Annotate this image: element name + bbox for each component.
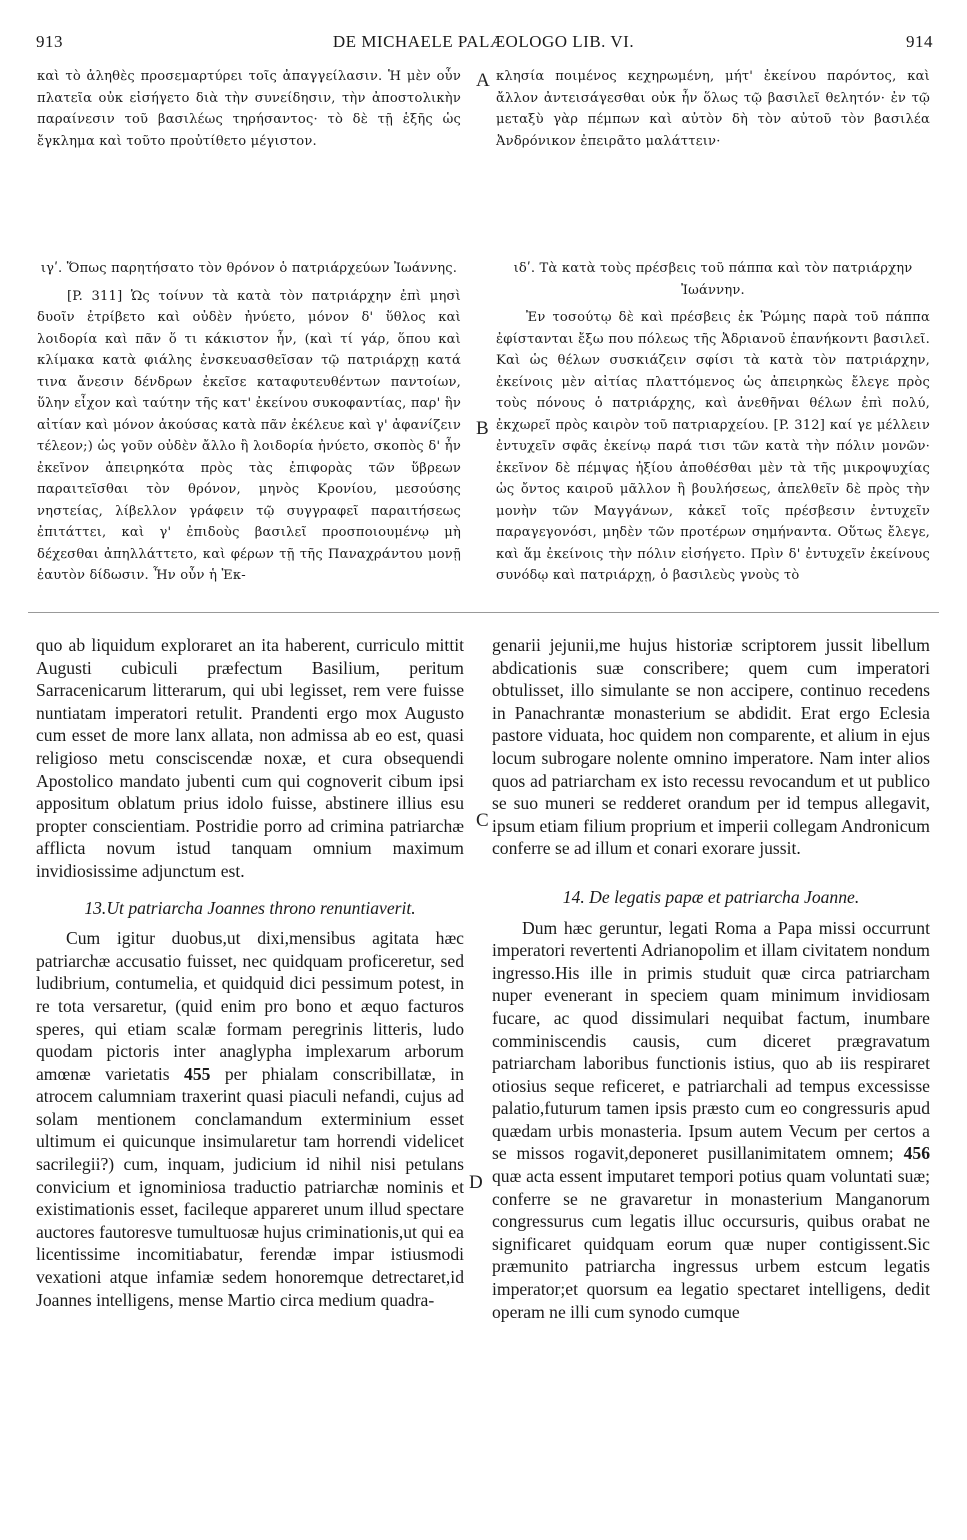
- latin-column-right: [492, 634, 930, 1323]
- page-number-left: 913: [36, 32, 63, 51]
- page-number-right: 914: [906, 32, 933, 51]
- latin-paragraph: quo ab liquidum exploraret an ita haberent, curriculo mittit Augusti cubiculi præfectum Basilium, peritum Sarracenicarum litterarum, qui ubi legisset, rem vere fuisse nuntiatam imperatori retulit. Prandenti ergo mox Augusto cum esset de more lanx allata, non admissa ab eo est, quasi religioso metu consciscendæ noxæ, et cura obsequendi Apostolico mandato jubenti cum qui cognoverit cibum ipsi appositum oblatum prius idolo fuisse, abstinere illius esu propter conscientiam. Postridie porro ad crimina patriarchæ afflicta novum istud tanquam omnium maximum invidiosissime adjunctum est.: [36, 635, 464, 881]
- margin-marker-a: A: [476, 70, 490, 91]
- original-page-number: 456: [903, 1143, 930, 1164]
- latin-heading-text: De legatis papæ et patriarcha Joanne.: [589, 886, 860, 907]
- greek-body-right: [496, 258, 930, 587]
- latin-paragraph: [36, 927, 464, 1311]
- running-head: DE MICHAELE PALÆOLOGO LIB. VI.: [332, 32, 635, 51]
- latin-heading-number: 13.: [84, 897, 107, 918]
- greek-paragraph: [P. 311] Ὡς τοίνυν τὰ κατὰ τὸν πατριάρχην ἐπὶ μησὶ δυοῖν ἐτρίβετο καὶ οὐδὲν ἠνύετο, μόνον δ' ὕθλος καὶ λοιδορία καὶ πᾶν ὅ τι κάκιστον ἦν, (καὶ τί γάρ, ὅπου καὶ κλίμακα κατὰ φιάλης ἐνσκευασθεῖσαν τῷ πατριάρχῃ κατά τινα ἄνεσιν δένδρων ἐκεῖσε καταφυτευθέντων παντοίων, ὕλην εἶχον καὶ ταύτην τῆς κατ' ἐκείνου συκοφαντίας, παρ' ἣν αἰτίαν καὶ μόνον ἀκούσας κατὰ πᾶν ἐκέλευε καὶ γ' ἀφανίζειν τέλεον;) ὡς γοῦν οὐδὲν ἄλλο ἢ λοιδορία ἠνύετο, σκοπὸς δ' ἦν ἐκεῖνον ἀπειρηκότα πρὸς τὰς ἐπιφορὰς τῶν ὕβρεων παραιτεῖσθαι τὸν θρόνον, μηνὸς Κρονίου, μεσούσης νηστείας, λίβελλον γράφειν τῷ συγγραφεῖ παραιτήσεως ἐπιτάττει, καὶ γ' ἐπιδοὺς βασιλεῖ προσποιουμένῳ μὴ δέχεσθαι ἀπηλλάττετο, καὶ φέρων τῇ τῆς Παναχράντου μονῇ ἑαυτὸν δίδωσιν. Ἦν οὖν ἡ Ἐκ-: [37, 288, 461, 583]
- latin-text: per phialam conscribillatæ, in atrocem calumniam traxerint quasi piaculi nefandi, cujus ad solam mentionem conclamandum exterminium esset ultimum ei quicunque insimularetur tam horrendi videlicet sacrilegii?) cum, inquam, judicium id nihil nisi petulans convicium et ignominiosa traductio patriarchæ nominis et existimationis esset, facileque appareret unum illud spectare auctores fautoresve tumultuosæ hujus criminationis,ut qui ea licentissime incomitiabatur, ferendæ impar istiusmodi vexationi atque infamiæ sedem honoremque detrectaret,id Joannes intelligens, mense Martio circa medium quadra-: [36, 1063, 464, 1310]
- original-page-number: 455: [184, 1063, 211, 1084]
- latin-section-heading: [36, 897, 464, 920]
- latin-text: quæ acta essent imputaret tempori potius quam voluntati suæ; conferre se ne gravaretur in monasterium Manganorum congressurus cum legatis illuc occursuris, quibus orabat ne significaret quidquam eorum quæ nuper contigissent.Sic præmunito patriarcha ingressus urbem estcum legatis imperator;et quorsum ea legatio spectaret intelligens, dedit operam ne illi cum synodo cumque: [492, 1166, 930, 1322]
- latin-text: Dum hæc geruntur, legati Roma a Papa missi occurrunt imperatori revertenti Adrianopolim et illam civitatem nondum ingresso.His ille in primis studuit quæ circa patriarcham nuper evenerant in speciem quam minimum invidiosam fucare, ac quod dissimulari nequibat factum, inumbare comminiscendis causis, cum diceret prægravatum patriarcham laboribus functionis istius, quo ab iis respiraret otiosius seque reficeret, e patriarchali ad tempus excessisse palatio,futurum tamen ipsis præsto cum eo congressuris apud quædam urbis monasteria. Ipsum autem Vecum per certos a se missos rogavit,deponeret pusillanimitatem omnem;: [492, 917, 930, 1164]
- latin-heading-text: Ut patriarcha Joannes throno renuntiaverit.: [106, 897, 416, 918]
- greek-paragraph: καὶ τὸ ἀληθὲς προσεμαρτύρει τοῖς ἀπαγγείλασιν. Ἡ μὲν οὖν πλατεῖα οὐκ εἰσήγετο διὰ τὴν συνείδησιν, τὴν ἀποστολικὴν παραίνεσιν τοῦ βασιλέως τηρήσαντος· τὸ δὲ τῇ ἑξῆς ὡς ἔγκλημα καὶ τοῦτο προὐτίθετο μέγιστον.: [37, 69, 461, 149]
- greek-top-right: [496, 66, 930, 152]
- latin-section-heading: [492, 886, 930, 909]
- margin-marker-c: C: [476, 810, 489, 831]
- latin-paragraph: genarii jejunii,me hujus historiæ scriptorem jussit libellum abdicationis suæ conscribere; quem cum imperatori obtulisset, illo simulante se non accipere, continuo recedens in Panachrantæ monasterium se abdidit. Erat ergo Eclesia pastore viduata, hoc quidem non comparente, et alium in ejus locum subrogare nolente omnino imperatore. Nam inter alios quos ad patriarcham ex isto recessu revocandum et ut publico se suo muneri se redderet orandum per id tempus allegavit, ipsum etiam filium proprium et imperii collegam Andronicum conferre se ad illum et conari exorare jussit.: [492, 635, 930, 859]
- latin-column-left: [36, 634, 464, 1311]
- latin-paragraph: [492, 917, 930, 1324]
- greek-body-left: [37, 258, 461, 587]
- greek-section-heading: ιγʹ. Ὅπως παρητήσατο τὸν θρόνον ὁ πατριάρχεύων Ἰωάννης.: [40, 261, 458, 276]
- margin-marker-b: B: [476, 418, 489, 439]
- latin-text: Cum igitur duobus,ut dixi,mensibus agitata hæc patriarchæ accusatio fuisset, nec quidquam proficeretur, sed ludibrium, contumelia, et quidquid dici pessimum potest, in re tota versaretur, (quid enim pro bono et æquo facturos speres, qui etiam scalæ formam peregrinis litteris, ludo quodam pictoris inter anaglypha implexarum arborum amœnæ varietatis: [36, 928, 464, 1084]
- margin-marker-d: D: [469, 1172, 483, 1193]
- greek-top-left: [37, 66, 461, 152]
- latin-heading-number: 14.: [562, 886, 585, 907]
- section-divider: [28, 612, 939, 613]
- greek-section-heading: ιδʹ. Τὰ κατὰ τοὺς πρέσβεις τοῦ πάππα καὶ τὸν πατριάρχην Ἰωάννην.: [513, 261, 913, 298]
- page-header: [28, 32, 939, 56]
- greek-paragraph: Ἐν τοσούτῳ δὲ καὶ πρέσβεις ἐκ Ῥώμης παρὰ τοῦ πάππα ἐφίστανται ἔξω που πόλεως τῆς Ἀδριανοῦ ἐπανήκοντι βασιλεῖ. Καὶ ὡς θέλων συσκιάζειν σφίσι τὰ κατὰ τὸν πατριάρχην, ἐκείνοις μὲν αἰτίας πλαττόμενος ὡς ἀπειρηκὼς ἔλεγε πρὸς τοὺς πόνους ὁ πατριάρχης, καὶ ἀνεθῆναι θέλων ἐπὶ πολύ, ἐκχωρεῖ πρὸς καιρὸν τοῦ πατριαρχείου. [P. 312] καί γε μέλλειν ἐντυχεῖν σφᾶς ἐκείνῳ παρά τισι τῶν κατὰ τὴν πόλιν μονῶν· ἐκεῖνον δὲ πέμψας ἠξίου ἀποθέσθαι μὲν τὰ τῆς μικροψυχίας ὡς ὄντος καιροῦ μᾶλλον ἢ βουλήσεως, ἀπελθεῖν δὲ πρὸς τὴν μονὴν τῶν Μαγγάνων, κἀκεῖ τοῖς πρέσβεσιν ἐντυχεῖν παραγεγονόσι, μηδὲν τῶν προτέρων σημήναντα. Οὕτως ἔλεγε, καὶ ἅμ ἐκείνοις τὴν πόλιν εἰσήγετο. Πρὶν δ' ἐντυχεῖν ἐκείνους συνόδῳ καὶ πατριάρχῃ, ὁ βασιλεὺς γνοὺς τὸ: [496, 310, 930, 583]
- greek-paragraph: κλησία ποιμένος κεχηρωμένη, μήτ' ἐκείνου παρόντος, καὶ ἄλλον ἀντεισάγεσθαι οὐκ ἦν ὅλως τῷ βασιλεῖ θελητόν· ἐν τῷ μεταξὺ γὰρ πέμπων καὶ αὐτὸν δὴ τὸν αὐτοῦ τὸν βασιλέα Ἀνδρόνικον ἐπειρᾶτο μαλάττειν·: [496, 69, 930, 149]
